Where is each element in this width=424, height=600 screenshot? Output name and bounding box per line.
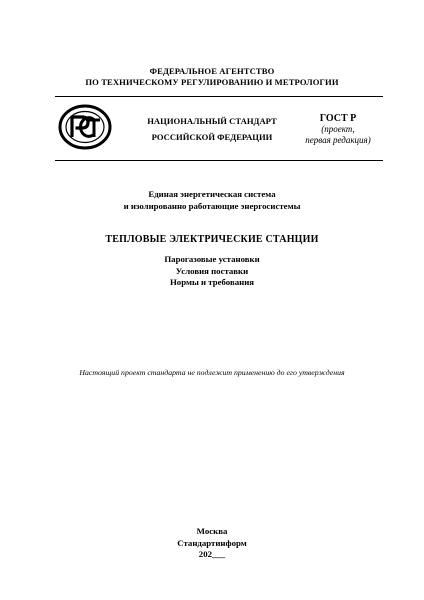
- series-line-1: Единая энергетическая система: [148, 189, 276, 199]
- agency-line-2: ПО ТЕХНИЧЕСКОМУ РЕГУЛИРОВАНИЮ И МЕТРОЛОГИИ: [85, 77, 339, 87]
- standard-type-line-2: РОССИЙСКОЙ ФЕДЕРАЦИИ: [151, 132, 273, 142]
- standard-status-line-2: первая редакция): [305, 135, 371, 145]
- publication-city: Москва: [196, 526, 228, 536]
- document-subtitles: [0, 254, 424, 289]
- publication-year: 202___: [198, 549, 226, 559]
- standard-status-line-1: (проект,: [321, 124, 355, 134]
- document-title: ТЕПЛОВЫЕ ЭЛЕКТРИЧЕСКИЕ СТАНЦИИ: [105, 234, 319, 245]
- draft-notice: Настоящий проект стандарта не подлежит применению до его утверждения: [79, 368, 345, 377]
- subtitle-2: Условия поставки: [175, 265, 249, 276]
- standard-designation: [300, 113, 376, 146]
- rst-certification-mark-icon: [58, 104, 112, 150]
- standard-series: [0, 189, 424, 212]
- standard-code: ГОСТ Р: [319, 113, 357, 124]
- agency-line-1: ФЕДЕРАЛЬНОЕ АГЕНТСТВО: [149, 66, 275, 76]
- publication-footer: [0, 526, 424, 561]
- subtitle-1: Парогазовые установки: [164, 254, 260, 264]
- bottom-divider: [55, 160, 383, 161]
- series-line-2: и изолированно работающие энергосистемы: [123, 200, 301, 211]
- publisher-name: Стандартинформ: [177, 537, 247, 548]
- top-divider: [55, 96, 383, 97]
- standard-type-line-1: НАЦИОНАЛЬНЫЙ СТАНДАРТ: [147, 116, 277, 126]
- subtitle-3: Нормы и требования: [169, 277, 255, 287]
- agency-header: [0, 66, 424, 88]
- standard-type: [142, 113, 282, 145]
